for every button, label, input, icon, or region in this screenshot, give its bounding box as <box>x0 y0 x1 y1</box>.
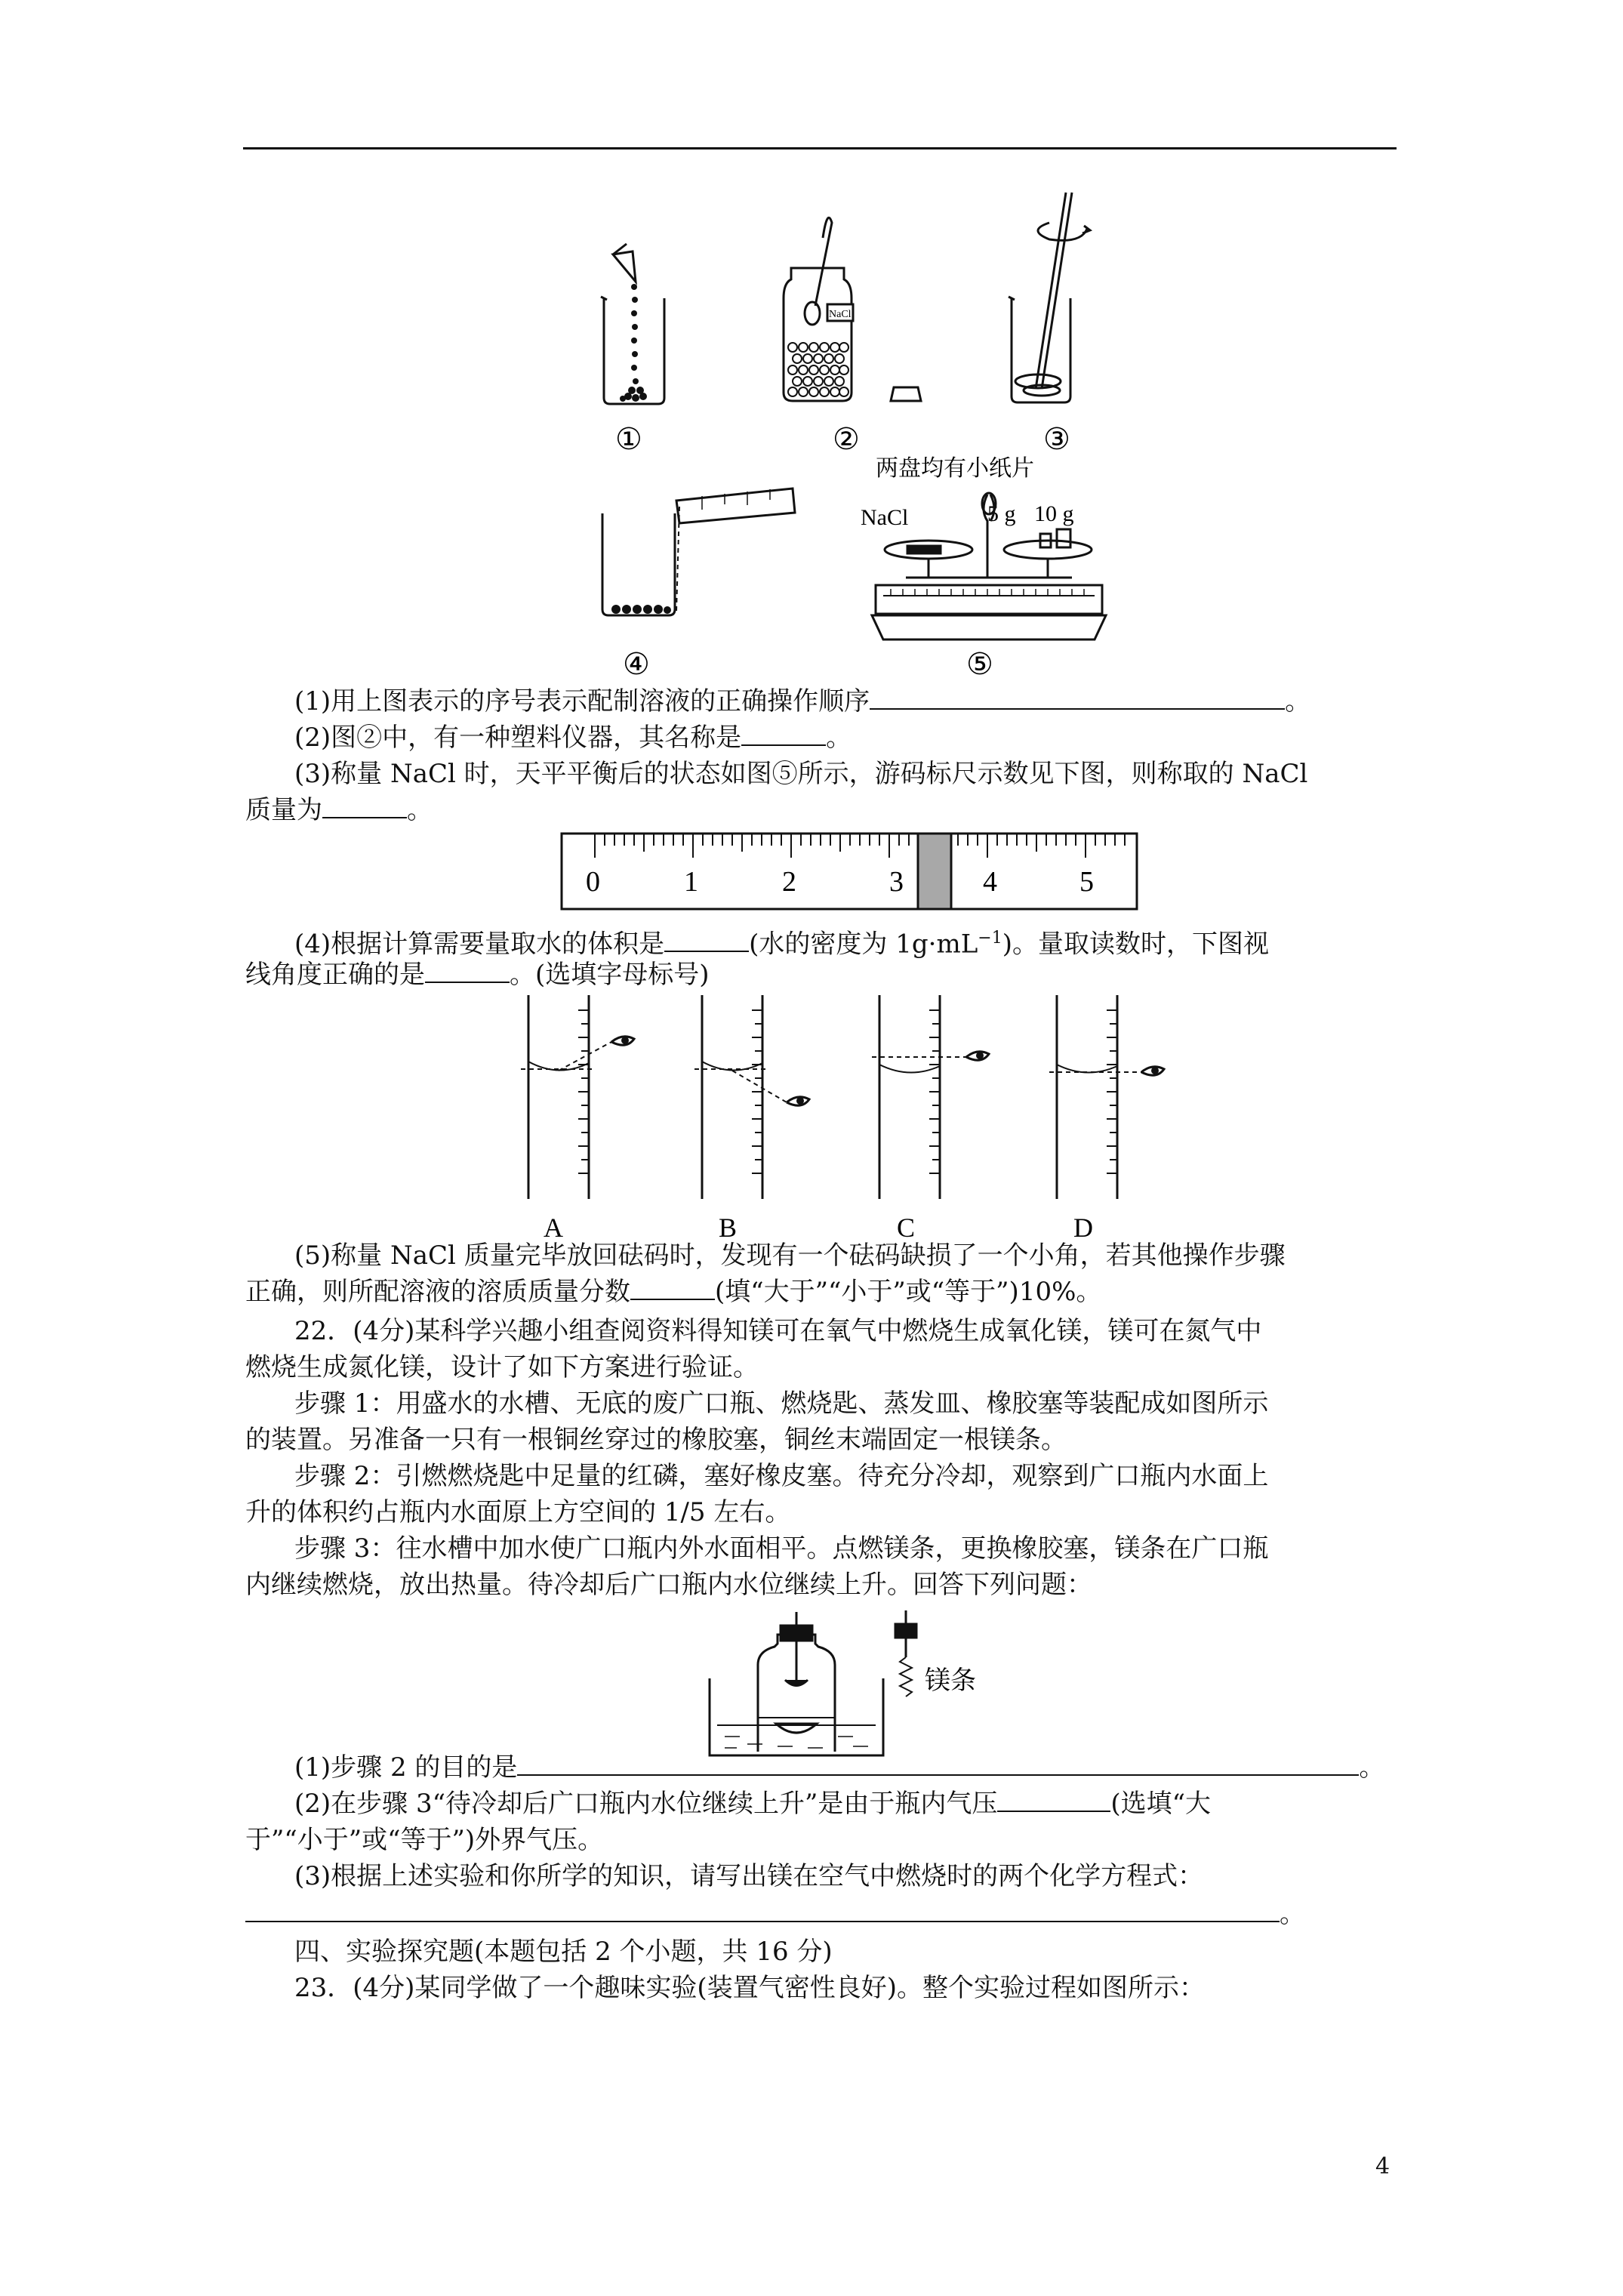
weight-5g-label: 5 g <box>987 501 1016 526</box>
eye-a-icon <box>621 1037 629 1044</box>
option-d-label: D <box>1073 1213 1093 1243</box>
mg-ribbon-label: 镁条 <box>925 1667 976 1695</box>
q22-step2-line2: 升的体积约占瓶内水面原上方空间的 1/5 左右。 <box>245 1497 791 1527</box>
eye-b-icon <box>796 1097 804 1105</box>
q21-part3-line2: 质量为 。 <box>245 795 433 825</box>
q21-part1: (1)用上图表示的序号表示配制溶液的正确操作顺序 。 <box>294 686 1311 717</box>
q22-question2-line2: 于”“小于”或“等于”)外界气压。 <box>245 1825 604 1855</box>
q22-answer-blank-1[interactable] <box>517 1752 1359 1776</box>
q21-part5-line2: 正确，则所配溶液的溶质质量分数 (填“大于”“小于”或“等于”)10%。 <box>245 1277 1102 1307</box>
header-rule <box>243 147 1397 149</box>
option-a-label: A <box>544 1213 563 1243</box>
balance-caption: 两盘均有小纸片 <box>876 456 1034 481</box>
step3-label: ③ <box>1043 422 1070 456</box>
q21-answer-blank-2[interactable] <box>741 722 826 746</box>
q21-part4-line2: 线角度正确的是 。(选填字母标号) <box>245 960 710 990</box>
ruler-tick-0: 0 <box>586 866 600 898</box>
eye-d-icon <box>1151 1067 1159 1074</box>
q21-part3-line1: (3)称量 NaCl 时，天平平衡后的状态如图⑤所示，游码标尺示数见下图，则称取的 NaCl <box>294 759 1308 789</box>
step5-label: ⑤ <box>966 647 993 681</box>
q22-intro-line1: 22．(4分)某科学兴趣小组查阅资料得知镁可在氧气中燃烧生成氧化镁，镁可在氮气中 <box>294 1316 1262 1346</box>
q21-answer-blank-3[interactable] <box>322 794 407 818</box>
q22-answer-blank-3[interactable] <box>245 1898 1280 1922</box>
q22-question3-answer: 。 <box>245 1897 1305 1931</box>
step2-label: ② <box>833 422 860 456</box>
q21-answer-blank-6[interactable] <box>630 1276 715 1300</box>
q22-question2-line1: (2)在步骤 3“待冷却后广口瓶内水位继续上升”是由于瓶内气压 (选填“大 <box>294 1789 1212 1819</box>
q22-intro-line2: 燃烧生成氮化镁，设计了如下方案进行验证。 <box>245 1352 759 1382</box>
step2-particles <box>788 343 848 396</box>
ruler-rider <box>918 834 951 909</box>
q22-step3-line2: 内继续燃烧，放出热量。待冷却后广口瓶内水位继续上升。回答下列问题： <box>245 1570 1092 1600</box>
q22-question1: (1)步骤 2 的目的是 。 <box>294 1752 1385 1783</box>
q23-intro: 23．(4分)某同学做了一个趣味实验(装置气密性良好)。整个实验过程如图所示： <box>294 1973 1205 2003</box>
ruler-tick-4: 4 <box>983 866 997 898</box>
step1-pour-solid <box>601 244 664 404</box>
spare-rubber-stopper <box>895 1624 916 1638</box>
step4-particles <box>611 605 671 614</box>
step4-pour-water <box>602 488 795 615</box>
cylinder-a <box>521 995 634 1199</box>
option-c-label: C <box>897 1213 916 1243</box>
step3-stirring <box>1009 193 1090 402</box>
rider-ruler <box>559 831 1147 921</box>
cylinder-c <box>872 995 989 1199</box>
step1-particles <box>620 284 647 402</box>
page-number: 4 <box>1375 2153 1390 2180</box>
ruler-tick-1: 1 <box>684 866 698 898</box>
ruler-tick-5: 5 <box>1079 866 1094 898</box>
q21-part5-line1: (5)称量 NaCl 质量完毕放回砝码时，发现有一个砝码缺损了一个小角，若其他操作步骤 <box>294 1240 1286 1271</box>
q22-step3-line1: 步骤 3：往水槽中加水使广口瓶内外水面相平。点燃镁条，更换橡胶塞，镁条在广口瓶 <box>294 1533 1269 1564</box>
q21-part2: (2)图②中，有一种塑料仪器，其名称是 。 <box>294 723 852 753</box>
figure-mg-apparatus <box>702 1604 1019 1763</box>
cylinder-b <box>694 995 809 1199</box>
bottle-label: NaCl <box>829 309 852 320</box>
cylinder-d <box>1049 995 1164 1199</box>
eye-c-icon <box>976 1052 984 1059</box>
step2-reagent-bottle <box>784 217 921 401</box>
q22-question3: (3)根据上述实验和你所学的知识，请写出镁在空气中燃烧时的两个化学方程式： <box>294 1861 1204 1891</box>
ruler-tick-2: 2 <box>782 866 796 898</box>
section-4-heading: 四、实验探究题(本题包括 2 个小题，共 16 分) <box>294 1937 833 1967</box>
q22-step1-line1: 步骤 1：用盛水的水槽、无底的废广口瓶、燃烧匙、蒸发皿、橡胶塞等装配成如图所示 <box>294 1388 1269 1419</box>
q21-part4-line1: (4)根据计算需要量取水的体积是 (水的密度为 $1g\cdot mL^{-1}$)。量取读数时，下图视 <box>294 929 1269 960</box>
figure-reading-angles <box>506 995 1200 1244</box>
q22-answer-blank-2[interactable] <box>997 1788 1110 1812</box>
ruler-tick-3: 3 <box>889 866 904 898</box>
q21-answer-blank-1[interactable] <box>870 686 1285 710</box>
weight-10g-label: 10 g <box>1034 501 1074 526</box>
q21-answer-blank-5[interactable] <box>425 959 510 983</box>
magnesium-ribbon <box>900 1657 912 1697</box>
ruler-minor-ticks <box>595 834 1125 858</box>
q22-step2-line1: 步骤 2：引燃燃烧匙中足量的红磷，塞好橡皮塞。待充分冷却，观察到广口瓶内水面上 <box>294 1461 1269 1491</box>
step4-label: ④ <box>623 647 650 681</box>
option-b-label: B <box>719 1213 738 1243</box>
step1-label: ① <box>615 422 642 456</box>
figure-solution-steps <box>574 177 1147 691</box>
q21-answer-blank-4[interactable] <box>664 928 749 952</box>
q22-step1-line2: 的装置。另准备一只有一根铜丝穿过的橡胶塞，铜丝末端固定一根镁条。 <box>245 1425 1067 1455</box>
balance-nacl-label: NaCl <box>861 505 909 530</box>
